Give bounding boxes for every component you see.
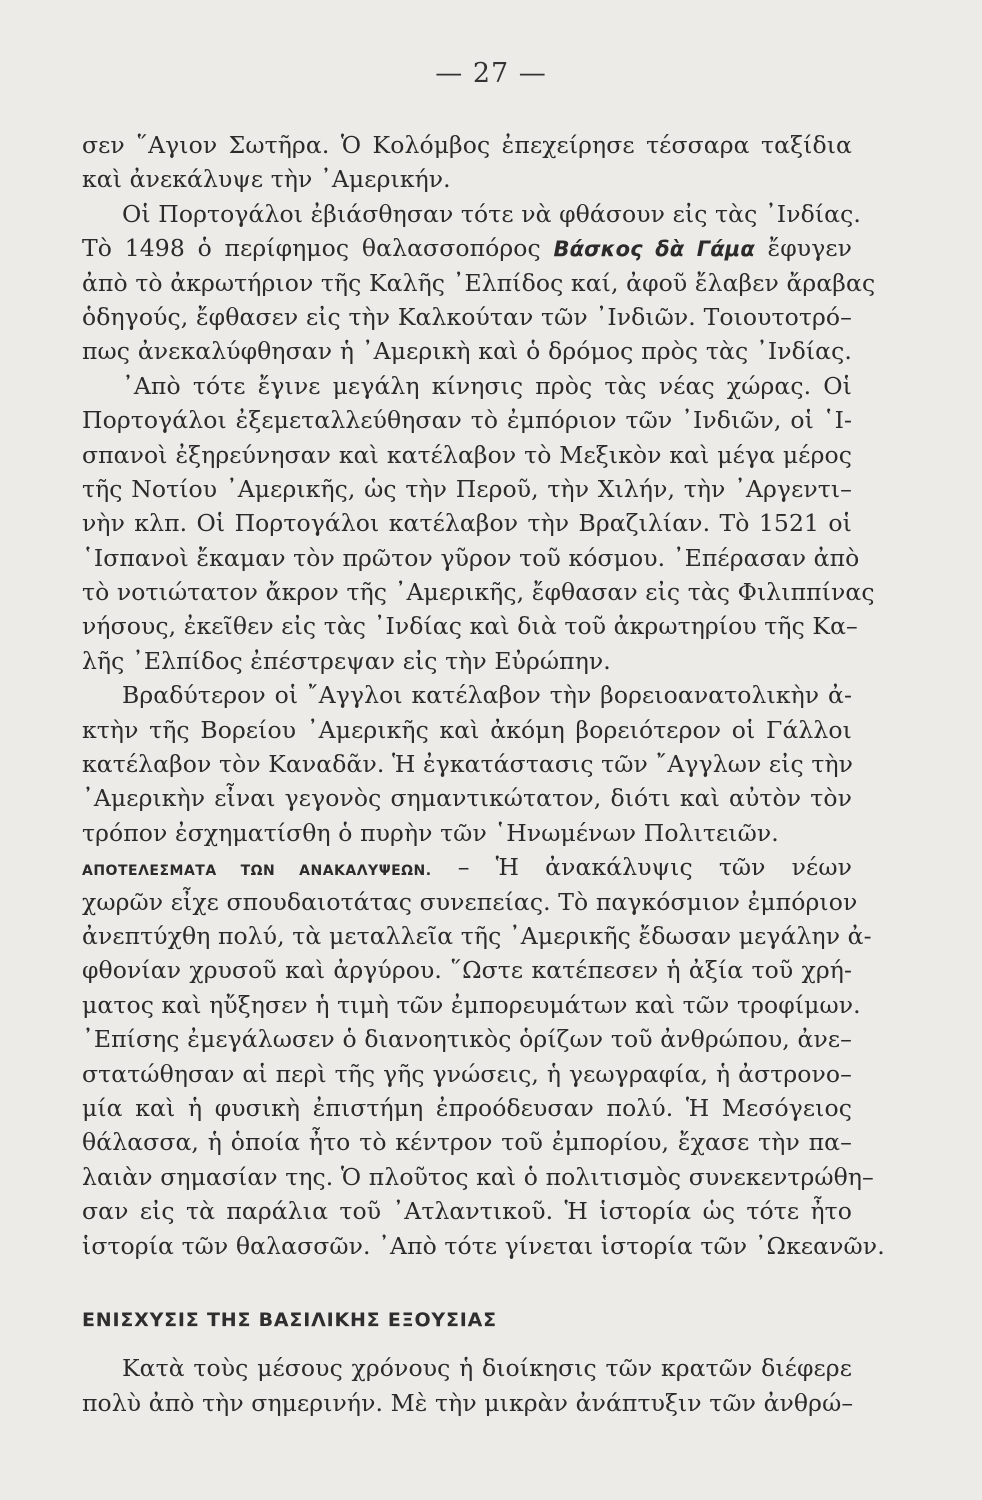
text-line: μία καὶ ἡ φυσικὴ ἐπιστήμη ἐπροόδευσαν πολύ. Ἡ Μεσόγειος bbox=[82, 1093, 852, 1122]
text-line: τρόπον ἐσχηματίσθη ὁ πυρὴν τῶν ῾Ηνωμένων Πολιτειῶν. bbox=[82, 818, 779, 847]
text-line: λαιὰν σημασίαν της. Ὁ πλοῦτος καὶ ὁ πολιτισμὸς συνεκεντρώθη– bbox=[82, 1162, 874, 1191]
text-line: ἱστορία τῶν θαλασσῶν. ᾿Απὸ τότε γίνεται ἱστορία τῶν ᾿Ωκεανῶν. bbox=[82, 1231, 885, 1260]
emphasized-name: Βάσκος δὰ Γάμα bbox=[553, 237, 755, 262]
text-line: κτὴν τῆς Βορείου ᾿Αμερικῆς καὶ ἀκόμη βορειότερον οἱ Γάλλοι bbox=[82, 715, 852, 744]
text-line: ᾿Αμερικὴν εἶναι γεγονὸς σημαντικώτατον, διότι καὶ αὐτὸν τὸν bbox=[82, 784, 852, 813]
text-line: θάλασσα, ἡ ὁποία ἦτο τὸ κέντρον τοῦ ἐμπορίου, ἔχασε τὴν πα– bbox=[82, 1128, 852, 1157]
subheading-results: ΑΠΟΤΕΛΕΣΜΑΤΑ ΤΩΝ ΑΝΑΚΑΛΥΨΕΩΝ. bbox=[82, 863, 432, 880]
text-line: ματος καὶ ηὔξησεν ἡ τιμὴ τῶν ἐμπορευμάτων καὶ τῶν τροφίμων. bbox=[82, 990, 861, 1019]
subheading-line bbox=[82, 850, 852, 884]
body-text bbox=[82, 128, 885, 1420]
text-line: καὶ ἀνεκάλυψε τὴν ᾿Αμερικήν. bbox=[82, 165, 451, 194]
text-line: σαν εἰς τὰ παράλια τοῦ ᾿Ατλαντικοῦ. Ἡ ἱστορία ὡς τότε ἦτο bbox=[82, 1197, 852, 1226]
text-line: κατέλαβον τὸν Καναδᾶν. Ἡ ἐγκατάστασις τῶν ῎Αγγλων εἰς τὴν bbox=[82, 750, 854, 779]
text-line: νήσους, ἐκεῖθεν εἰς τὰς ᾿Ινδίας καὶ διὰ τοῦ ἀκρωτηρίου τῆς Κα– bbox=[82, 612, 858, 641]
text-line: τὸ νοτιώτατον ἄκρον τῆς ᾿Αμερικῆς, ἔφθασαν εἰς τὰς Φιλιππίνας bbox=[82, 578, 875, 607]
paragraph-start: Οἱ Πορτογάλοι ἐβιάσθησαν τότε νὰ φθάσουν εἰς τὰς ᾿Ινδίας. bbox=[122, 199, 861, 228]
page-number: — 27 — bbox=[435, 58, 547, 89]
text-line: ῾Ισπανοὶ ἔκαμαν τὸν πρῶτον γῦρον τοῦ κόσμου. ᾿Επέρασαν ἀπὸ bbox=[82, 543, 860, 572]
text-line: τῆς Νοτίου ᾿Αμερικῆς, ὡς τὴν Περοῦ, τὴν Χιλήν, τὴν ᾿Αργεντι– bbox=[82, 474, 852, 503]
text-line: πολὺ ἀπὸ τὴν σημερινήν. Μὲ τὴν μικρὰν ἀνάπτυξιν τῶν ἀνθρώ– bbox=[82, 1388, 854, 1417]
text-line: ἀνεπτύχθη πολύ, τὰ μεταλλεῖα τῆς ᾿Αμερικῆς ἔδωσαν μεγάλην ἀ- bbox=[82, 921, 872, 950]
text-line: πως ἀνεκαλύφθησαν ἡ ᾿Αμερικὴ καὶ ὁ δρόμος πρὸς τὰς ᾿Ινδίας. bbox=[82, 337, 852, 366]
text-fragment: Τὸ 1498 ὁ περίφημος θαλασσοπόρος bbox=[82, 234, 554, 263]
text-fragment: – Ἡ ἀνακάλυψις τῶν νέων bbox=[431, 853, 852, 882]
text-line: χωρῶν εἶχε σπουδαιοτάτας συνεπείας. Τὸ παγκόσμιον ἐμπόριον bbox=[82, 887, 858, 916]
text-line bbox=[82, 231, 852, 265]
text-line: Πορτογάλοι ἐξεμεταλλεύθησαν τὸ ἐμπόριον τῶν ᾿Ινδιῶν, οἱ ῾Ι- bbox=[82, 406, 852, 435]
paragraph-start: ᾿Απὸ τότε ἔγινε μεγάλη κίνησις πρὸς τὰς νέας χώρας. Οἱ bbox=[122, 371, 852, 400]
text-line: λῆς ᾿Ελπίδος ἐπέστρεψαν εἰς τὴν Εὐρώπην. bbox=[82, 646, 611, 675]
text-line: ἀπὸ τὸ ἀκρωτήριον τῆς Καλῆς ᾿Ελπίδος καί, ἀφοῦ ἔλαβεν ἄραβας bbox=[82, 268, 876, 297]
section-heading: ΕΝΙΣΧΥΣΙΣ ΤΗΣ ΒΑΣΙΛΙΚΗΣ ΕΞΟΥΣΙΑΣ bbox=[82, 1308, 497, 1331]
text-line: νὴν κλπ. Οἱ Πορτογάλοι κατέλαβον τὴν Βραζιλίαν. Τὸ 1521 οἱ bbox=[82, 509, 852, 538]
paragraph-start: Βραδύτερον οἱ ῎Αγγλοι κατέλαβον τὴν βορειοανατολικὴν ἀ- bbox=[122, 681, 852, 710]
text-fragment: ἔφυγεν bbox=[754, 234, 852, 263]
text-line: σπανοὶ ἐξηρεύνησαν καὶ κατέλαβον τὸ Μεξικὸν καὶ μέγα μέρος bbox=[82, 440, 852, 469]
text-line: ὁδηγούς, ἔφθασεν εἰς τὴν Καλκούταν τῶν ᾿Ινδιῶν. Τοιουτοτρό– bbox=[82, 302, 852, 331]
text-line: φθονίαν χρυσοῦ καὶ ἀργύρου. ῞Ωστε κατέπεσεν ἡ ἀξία τοῦ χρή- bbox=[82, 956, 852, 985]
text-line: ᾿Επίσης ἐμεγάλωσεν ὁ διανοητικὸς ὁρίζων τοῦ ἀνθρώπου, ἀνε– bbox=[82, 1025, 852, 1054]
text-line: στατώθησαν αἱ περὶ τῆς γῆς γνώσεις, ἡ γεωγραφία, ἡ ἀστρονο– bbox=[82, 1059, 852, 1088]
text-line: σεν ῞Αγιον Σωτῆρα. Ὁ Κολόμβος ἐπεχείρησε τέσσαρα ταξίδια bbox=[82, 131, 852, 159]
paragraph-start: Κατὰ τοὺς μέσους χρόνους ἡ διοίκησις τῶν κρατῶν διέφερε bbox=[122, 1354, 852, 1383]
